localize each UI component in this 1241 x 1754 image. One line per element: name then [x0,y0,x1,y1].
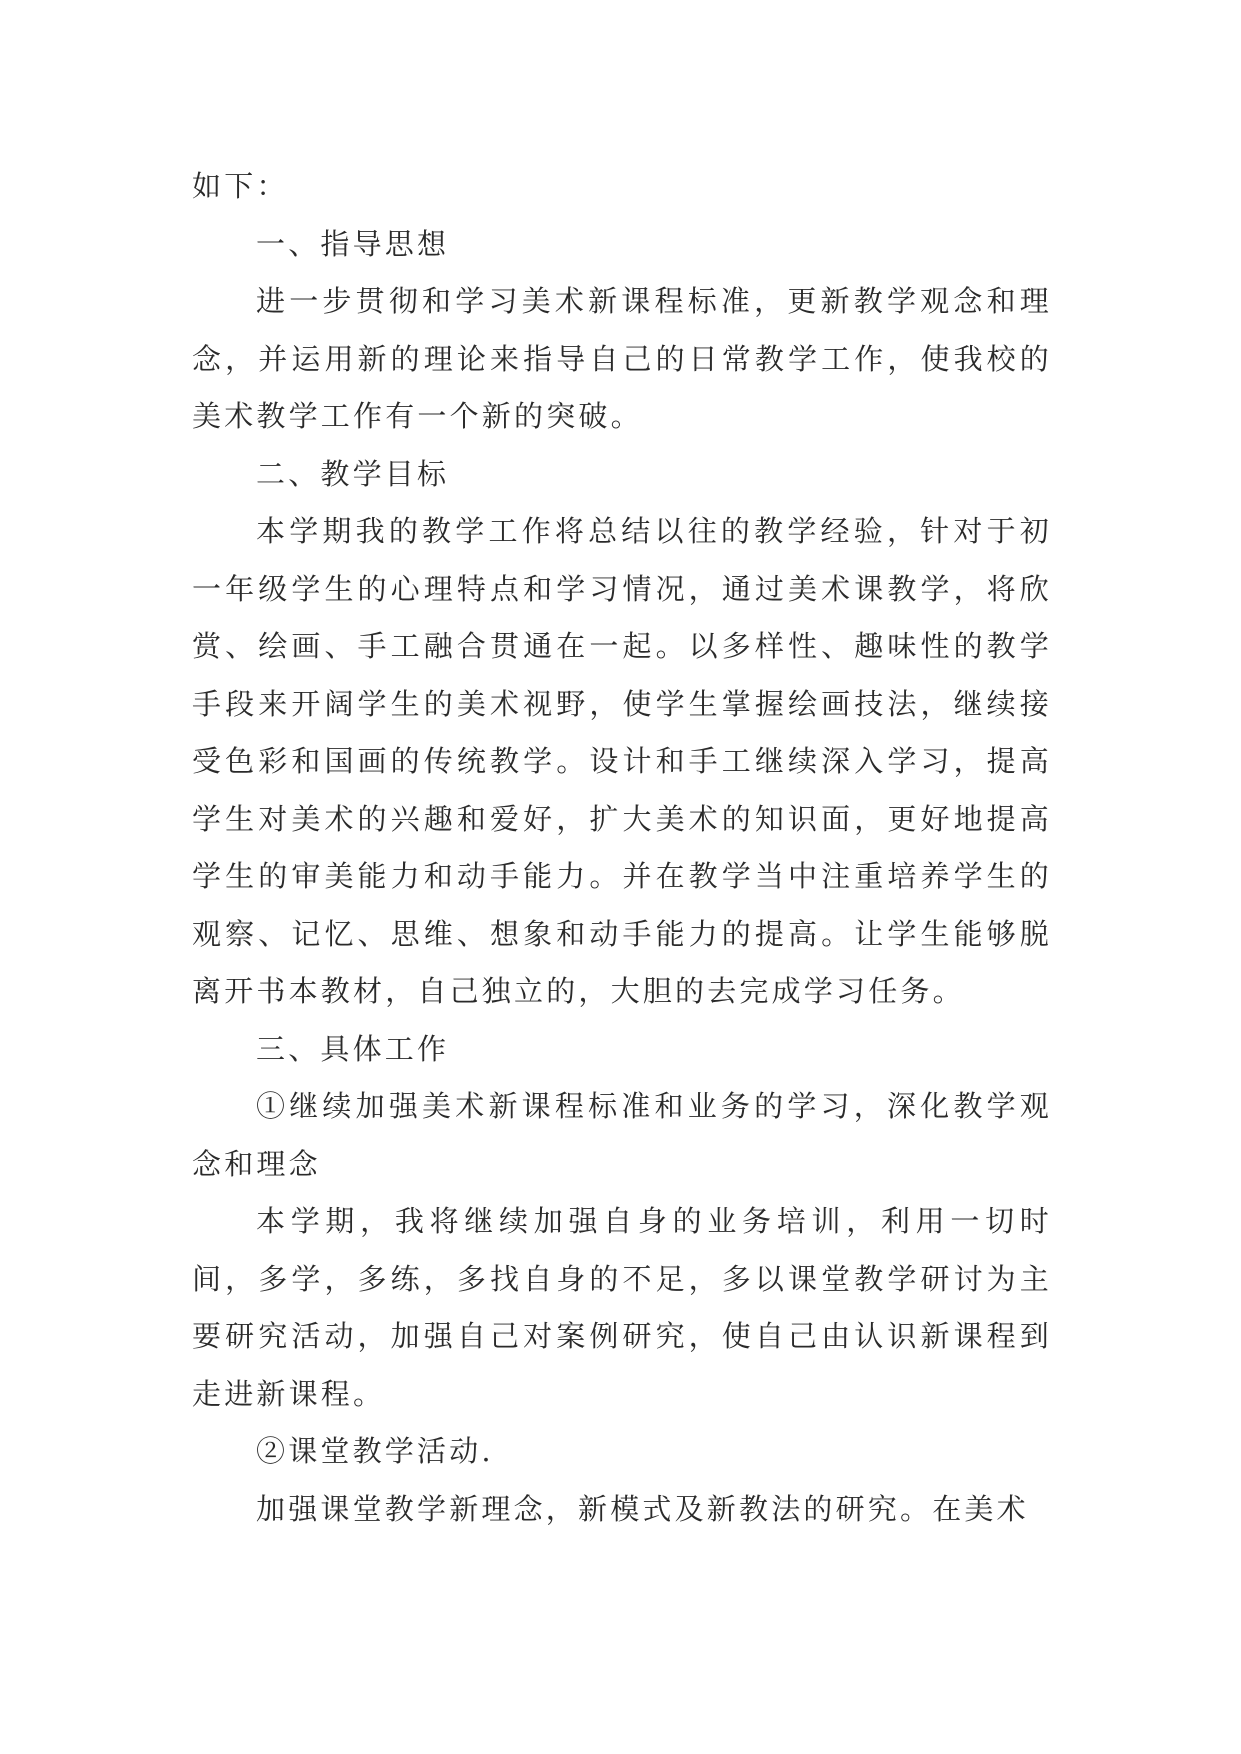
heading-specific-work: 三、具体工作 [256,1031,450,1066]
item-two-paragraph: 加强课堂教学新理念，新模式及新教法的研究。在美术 [256,1491,1029,1526]
heading-teaching-goals: 二、教学目标 [256,456,450,491]
item-one-heading: ①继续加强美术新课程标准和业务的学习，深化教学观念和理念 [192,1089,1052,1181]
item-two-heading: ②课堂教学活动. [256,1434,494,1468]
document-body [192,158,1052,1538]
paragraph-intro: 如下： [192,169,289,203]
paragraph-guiding-thought: 进一步贯彻和学习美术新课程标准，更新教学观念和理念，并运用新的理论来指导自己的日常教学工作，使我校的美术教学工作有一个新的突破。 [192,284,1052,433]
heading-guiding-thought: 一、指导思想 [256,226,450,261]
item-one-paragraph: 本学期，我将继续加强自身的业务培训，利用一切时间，多学，多练，多找自身的不足，多以课堂教学研讨为主要研究活动，加强自己对案例研究，使自己由认识新课程到走进新课程。 [192,1204,1052,1411]
paragraph-teaching-goals: 本学期我的教学工作将总结以往的教学经验，针对于初一年级学生的心理特点和学习情况，通过美术课教学，将欣赏、绘画、手工融合贯通在一起。以多样性、趣味性的教学手段来开阔学生的美术视野，使学生掌握绘画技法，继续接受色彩和国画的传统教学。设计和手工继续深入学习，提高学生对美术的兴趣和爱好，扩大美术的知识面，更好地提高学生的审美能力和动手能力。并在教学当中注重培养学生的观察、记忆、思维、想象和动手能力的提高。让学生能够脱离开书本教材，自己独立的，大胆的去完成学习任务。 [192,514,1052,1008]
